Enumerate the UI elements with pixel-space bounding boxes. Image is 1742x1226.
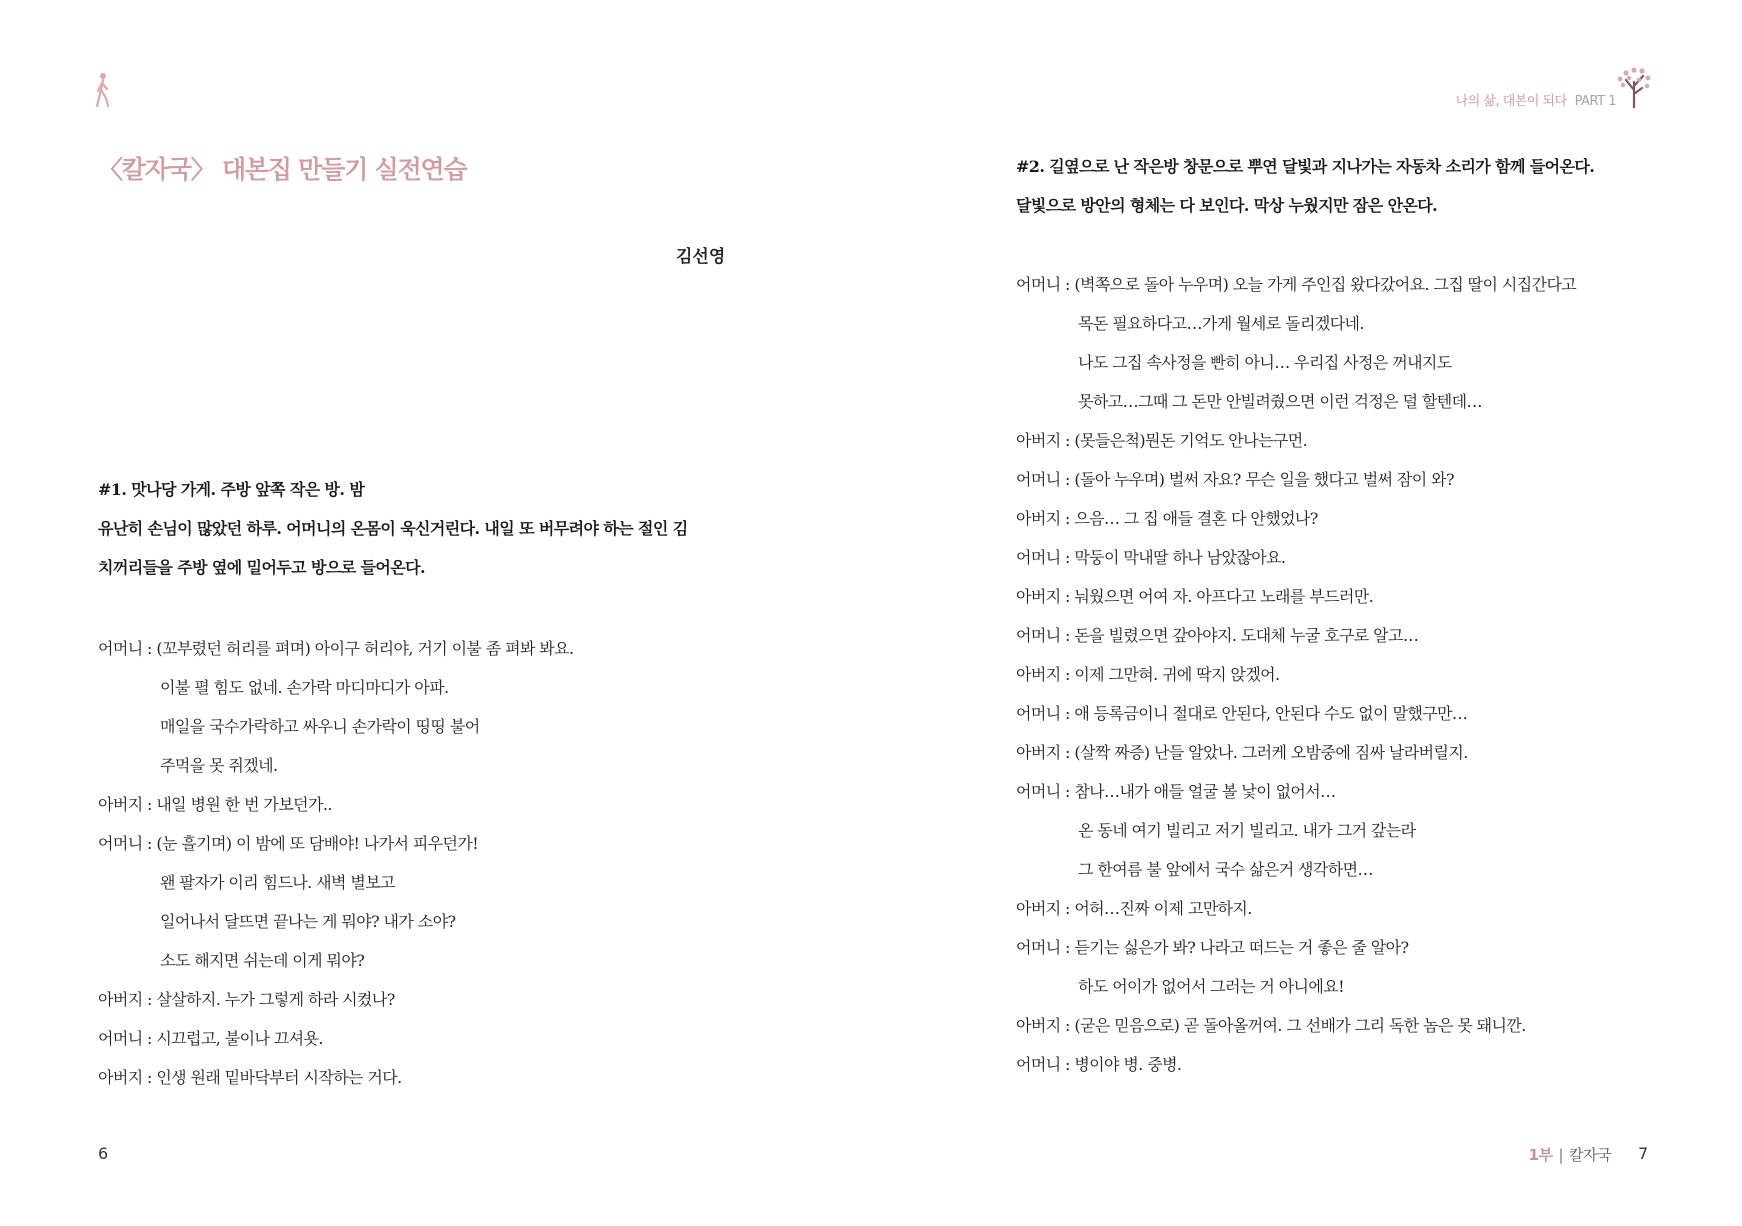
- scene-2-description: [1016, 147, 1706, 225]
- dialog-line: 아버지 : 인생 원래 밑바닥부터 시작하는 거다.: [98, 1068, 402, 1087]
- dialog-line: 일어나서 달뜨면 끝나는 게 뭐야? 내가 소야?: [160, 912, 456, 931]
- tree-icon: [1614, 64, 1654, 108]
- running-header: [1441, 90, 1616, 109]
- scene-line: #1. 맛나당 가게. 주방 앞쪽 작은 방. 밤: [98, 480, 365, 499]
- section-title: 〈칼자국〉 대본집 만들기 실전연습: [98, 155, 467, 184]
- author-name: 김선영: [676, 247, 726, 267]
- dialog-line: 아버지 : 살살하지. 누가 그렇게 하라 시켰나?: [98, 990, 395, 1009]
- dialog-line: 어머니 : (벽쪽으로 돌아 누우며) 오늘 가게 주인집 왔다갔어요. 그집 딸이 시집간다고: [1016, 275, 1577, 294]
- dialog-line: 그 한여름 불 앞에서 국수 삶은거 생각하면…: [1078, 860, 1373, 879]
- scene-line: 달빛으로 방안의 형체는 다 보인다. 막상 누웠지만 잠은 안온다.: [1016, 196, 1438, 215]
- dialog-line: 아버지 : (굳은 믿음으로) 곧 돌아올꺼여. 그 선배가 그리 독한 놈은 못 돼니깐.: [1016, 1016, 1526, 1035]
- footer-part-number: 1부: [1528, 1146, 1553, 1164]
- dialog-line: 어머니 : 막둥이 막내딸 하나 남았잖아요.: [1016, 548, 1286, 567]
- dialog-line: 아버지 : (살짝 짜증) 난들 알았나. 그러케 오밤중에 짐싸 날라버릴지.: [1016, 743, 1468, 762]
- scene-line: #2. 길옆으로 난 작은방 창문으로 뿌연 달빛과 지나가는 자동차 소리가 함께 들어온다.: [1016, 157, 1595, 176]
- dialog-line: 어머니 : 병이야 병. 중병.: [1016, 1055, 1182, 1074]
- walking-person-icon: [92, 72, 114, 108]
- dialog-line: 하도 어이가 없어서 그러는 거 아니에요!: [1078, 977, 1344, 996]
- dialog-line: 이불 펼 힘도 없네. 손가락 마디마디가 아파.: [160, 678, 449, 697]
- page-number: 6: [98, 1144, 109, 1163]
- dialog-block-right: [1016, 265, 1716, 1084]
- dialog-line: 어머니 : 애 등록금이니 절대로 안된다, 안된다 수도 없이 말했구만…: [1016, 704, 1468, 723]
- dialog-line: 어머니 : 참나…내가 애들 얼굴 볼 낯이 없어서…: [1016, 782, 1336, 801]
- scene-line: 치꺼리들을 주방 옆에 밀어두고 방으로 들어온다.: [98, 558, 425, 577]
- dialog-line: 어머니 : (돌아 누우며) 벌써 자요? 무슨 일을 했다고 벌써 잠이 와?: [1016, 470, 1454, 489]
- right-page: [871, 0, 1742, 1226]
- dialog-line: 목돈 필요하다고…가게 월세로 돌리겠다네.: [1078, 314, 1364, 333]
- dialog-line: 어머니 : (눈 흘기며) 이 밤에 또 담배야! 나가서 피우던가!: [98, 834, 479, 853]
- dialog-line: 아버지 : 이제 그만혀. 귀에 딱지 앉겠어.: [1016, 665, 1280, 684]
- dialog-line: 아버지 : 으음… 그 집 애들 결혼 다 안했었나?: [1016, 509, 1318, 528]
- dialog-line: 어머니 : (꼬부렸던 허리를 펴며) 아이구 허리야, 거기 이불 좀 펴봐 봐요.: [98, 639, 574, 658]
- part-label: PART 1: [1574, 94, 1616, 109]
- dialog-line: 아버지 : 내일 병원 한 번 가보던가..: [98, 795, 332, 814]
- dialog-line: 못하고…그때 그 돈만 안빌려줬으면 이런 걱정은 덜 할텐데…: [1078, 392, 1482, 411]
- dialog-line: 주먹을 못 쥐겠네.: [160, 756, 278, 775]
- dialog-line: 매일을 국수가락하고 싸우니 손가락이 띵띵 불어: [160, 717, 480, 736]
- dialog-line: 아버지 : 어허…진짜 이제 고만하지.: [1016, 899, 1252, 918]
- dialog-block-left: [98, 629, 798, 1097]
- footer-chapter: 칼자국: [1569, 1146, 1611, 1164]
- running-footer: [1391, 1144, 1611, 1165]
- dialog-line: 어머니 : 시끄럽고, 불이나 끄셔욧.: [98, 1029, 323, 1048]
- dialog-line: 아버지 : 눠웠으면 어여 자. 아프다고 노래를 부드러만.: [1016, 587, 1374, 606]
- page-number: 7: [1638, 1144, 1649, 1163]
- dialog-line: 온 동네 여기 빌리고 저기 빌리고. 내가 그거 갚는라: [1078, 821, 1416, 840]
- dialog-line: 소도 해지면 쉬는데 이게 뭐야?: [160, 951, 365, 970]
- dialog-line: 아버지 : (못들은척)뭔돈 기억도 안나는구먼.: [1016, 431, 1308, 450]
- dialog-line: 어머니 : 듣기는 싫은가 봐? 나라고 떠드는 거 좋은 줄 알아?: [1016, 938, 1409, 957]
- dialog-line: 나도 그집 속사정을 빤히 아니… 우리집 사정은 꺼내지도: [1078, 353, 1452, 372]
- scene-line: 유난히 손님이 많았던 하루. 어머니의 온몸이 욱신거린다. 내일 또 버무려야 하는 절인 김: [98, 519, 688, 538]
- dialog-line: 왠 팔자가 이리 힘드나. 새벽 별보고: [160, 873, 395, 892]
- footer-separator: |: [1558, 1146, 1564, 1164]
- series-title: 나의 삶, 대본이 되다: [1455, 94, 1567, 109]
- scene-1-description: [98, 470, 738, 587]
- dialog-line: 어머니 : 돈을 빌렸으면 갚아야지. 도대체 누굴 호구로 알고…: [1016, 626, 1419, 645]
